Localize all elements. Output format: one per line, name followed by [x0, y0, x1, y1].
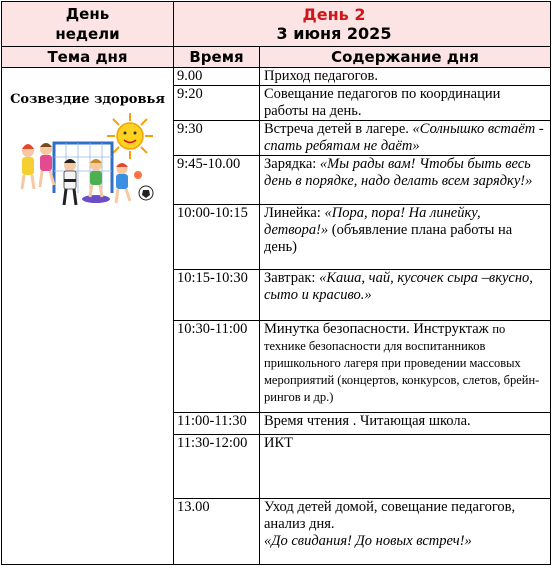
row-text: ИКТ: [264, 435, 293, 451]
row-content: [260, 435, 551, 499]
row-text: Приход педагогов.: [264, 68, 378, 84]
row-quote: «До свидания! До новых встреч!»: [264, 533, 472, 549]
column-header-row: [2, 47, 551, 68]
schedule-row: [2, 68, 551, 86]
column-header-theme: Тема дня: [2, 47, 174, 68]
day-date: 3 июня 2025: [276, 24, 392, 43]
column-header-content: Содержание дня: [260, 47, 551, 68]
row-content: [260, 270, 551, 321]
row-time: 9:30: [174, 121, 260, 156]
row-content: [260, 86, 551, 121]
day-label-line1: День: [65, 5, 110, 23]
row-content: [260, 121, 551, 156]
row-content: [260, 321, 551, 413]
row-quote: «Каша, чай, кусочек сыра –вкусно, сыто и красиво.»: [264, 270, 533, 303]
theme-title: Созвездие здоровья: [10, 92, 165, 107]
row-tail: (объявление плана работы на день): [264, 222, 513, 255]
row-content: [260, 156, 551, 205]
row-content: [260, 413, 551, 435]
row-time: 10:00-10:15: [174, 205, 260, 270]
row-content: [260, 68, 551, 86]
row-quote: «Мы рады вам! Чтобы быть весь день в порядке, надо делать всем зарядку!»: [264, 156, 533, 189]
day-title-cell: [174, 2, 551, 47]
row-quote: «Пора, пора! На линейку, детвора!»: [264, 205, 481, 238]
row-time: 10:15-10:30: [174, 270, 260, 321]
header-row: [2, 2, 551, 47]
row-time: 10:30-11:00: [174, 321, 260, 413]
row-small-text: по технике безопасности для воспитанников пришкольного лагеря при проведении массовых мероприятий (концертов, конкурсов, слетов, брейн-рингов и др.): [264, 322, 540, 404]
row-content: [260, 205, 551, 270]
row-text: Завтрак:: [264, 270, 320, 286]
row-time: 13.00: [174, 499, 260, 565]
schedule-sheet: [1, 1, 550, 565]
row-time: 9:45-10.00: [174, 156, 260, 205]
row-time: 9:20: [174, 86, 260, 121]
row-text: Линейка:: [264, 205, 325, 221]
theme-cell: [2, 68, 174, 565]
row-time: 9.00: [174, 68, 260, 86]
day-label-line2: недели: [55, 25, 120, 43]
row-content: [260, 499, 551, 565]
row-text: Минутка безопасности. Инструктаж: [264, 321, 493, 337]
row-time: 11:00-11:30: [174, 413, 260, 435]
row-text: Встреча детей в лагере.: [264, 121, 413, 137]
column-header-time: Время: [174, 47, 260, 68]
row-text: Время чтения . Читающая школа.: [264, 413, 471, 429]
row-quote: «Солнышко встаёт - спать ребятам не даёт»: [264, 121, 544, 154]
row-text: Совещание педагогов по координации работы на день.: [264, 86, 501, 119]
kids-sport-illustration: [14, 111, 173, 211]
row-text: Уход детей домой, совещание педагогов, анализ дня.: [264, 499, 516, 532]
row-time: 11:30-12:00: [174, 435, 260, 499]
schedule-table: [1, 1, 551, 565]
row-text: Зарядка:: [264, 156, 320, 172]
day-title: День 2: [302, 5, 366, 24]
